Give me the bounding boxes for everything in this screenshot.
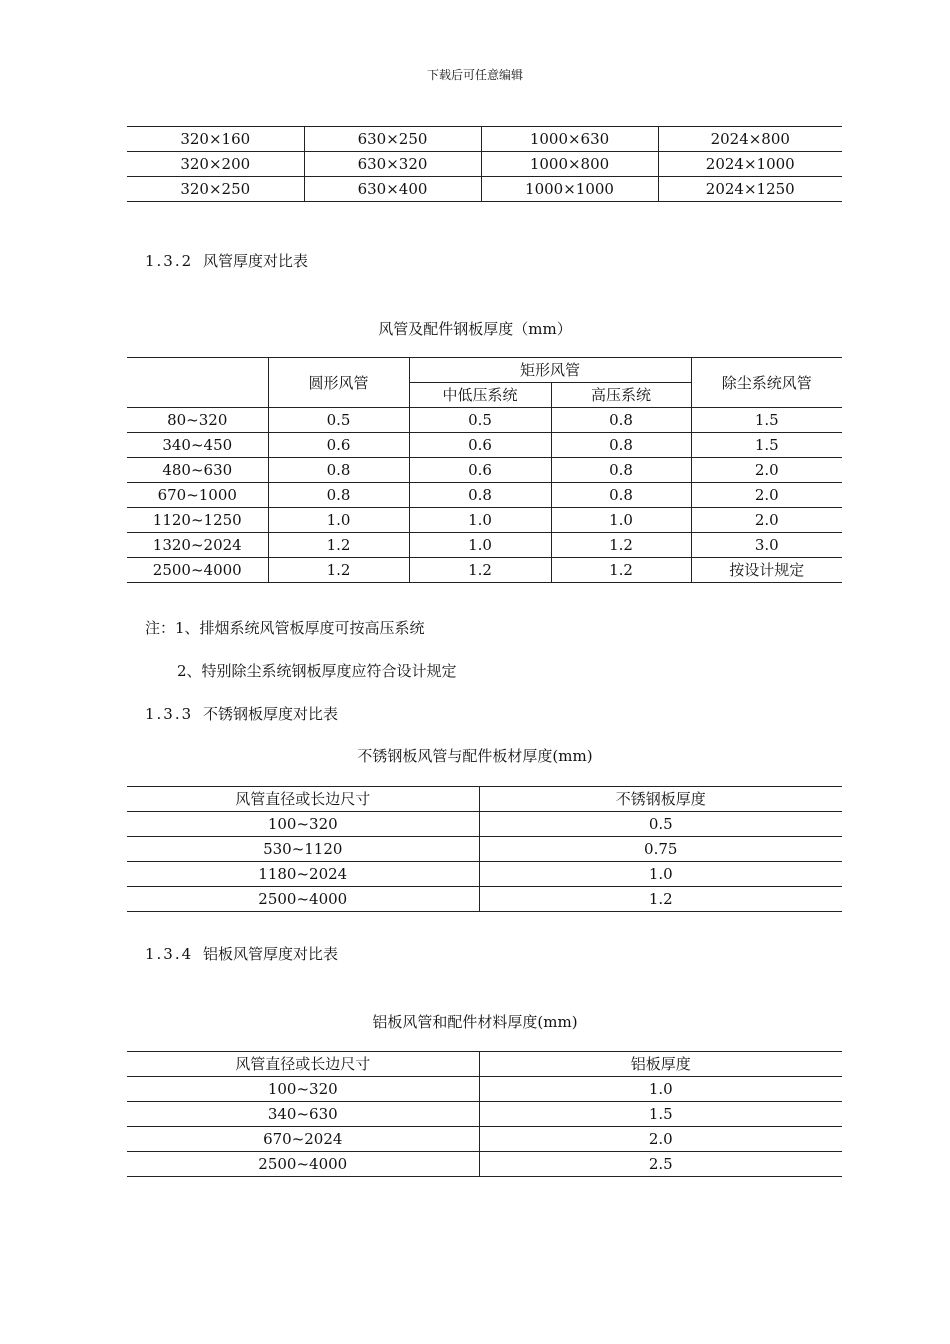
header-cell-rect: 矩形风管 [409,358,691,383]
page-header-note: 下载后可任意编辑 [426,68,523,82]
header-cell-rect-low: 中低压系统 [409,383,551,408]
stainless-thickness-table [127,786,842,912]
table-cell: 0.8 [409,483,551,508]
table-cell: 1.0 [268,508,409,533]
table-cell: 1.5 [691,408,842,433]
table-header-row [127,358,842,383]
table-row [127,1127,842,1152]
table-header-row [127,787,842,812]
table-cell: 1120~1250 [127,508,268,533]
table-cell: 2.5 [479,1152,842,1177]
table-cell: 1.0 [479,862,842,887]
table-cell: 340~450 [127,433,268,458]
table-cell: 1.0 [551,508,691,533]
stainless-table-caption: 不锈钢板风管与配件板材厚度(mm) [357,747,593,765]
table-cell: 0.8 [268,483,409,508]
table-cell: 480~630 [127,458,268,483]
section-number: 1.3.2 [145,252,194,270]
table-cell: 670~2024 [127,1127,479,1152]
table-header-row [127,1052,842,1077]
table-cell: 530~1120 [127,837,479,862]
table-row [127,408,842,433]
table-cell: 100~320 [127,1077,479,1102]
table-cell: 0.5 [479,812,842,837]
table-cell: 2024×800 [658,127,842,152]
table-cell: 1.2 [268,533,409,558]
table-cell: 1.2 [551,533,691,558]
steel-thickness-table [127,357,842,583]
table-cell: 630×320 [304,152,481,177]
table-row [127,837,842,862]
header-cell-size [127,358,268,408]
table-cell: 1.2 [479,887,842,912]
table-row [127,1102,842,1127]
section-number: 1.3.4 [145,945,194,963]
section-heading-1-3-4 [145,943,338,964]
table-cell: 0.6 [409,433,551,458]
table-row [127,812,842,837]
table-row [127,887,842,912]
table-row [127,177,842,202]
table-row [127,152,842,177]
table-cell: 1.2 [409,558,551,583]
header-cell: 铝板厚度 [479,1052,842,1077]
table-row [127,533,842,558]
table-cell: 0.6 [268,433,409,458]
table-cell: 670~1000 [127,483,268,508]
aluminum-thickness-table [127,1051,842,1177]
table-cell: 1.0 [479,1077,842,1102]
table-cell: 1.5 [479,1102,842,1127]
table-row [127,1077,842,1102]
table-cell: 0.8 [551,433,691,458]
table-cell: 630×250 [304,127,481,152]
section-title: 铝板风管厚度对比表 [203,945,339,963]
table-cell: 0.5 [409,408,551,433]
table-cell: 2.0 [691,508,842,533]
section-title: 不锈钢板厚度对比表 [203,705,339,723]
note-1: 注：1、排烟系统风管板厚度可按高压系统 [145,619,425,637]
table-row [127,433,842,458]
table-cell: 2500~4000 [127,558,268,583]
table-cell: 100~320 [127,812,479,837]
table-cell: 2500~4000 [127,1152,479,1177]
header-cell-rect-high: 高压系统 [551,383,691,408]
steel-table-caption: 风管及配件钢板厚度（mm） [378,320,572,338]
table-cell: 1.2 [551,558,691,583]
header-cell: 不锈钢板厚度 [479,787,842,812]
section-number: 1.3.3 [145,705,194,723]
table-cell: 2500~4000 [127,887,479,912]
table-cell: 340~630 [127,1102,479,1127]
table-row [127,558,842,583]
table-cell: 2.0 [479,1127,842,1152]
table-cell: 2024×1250 [658,177,842,202]
duct-size-table [127,126,842,202]
table-row [127,483,842,508]
table-cell: 0.8 [551,408,691,433]
table-cell: 1000×630 [481,127,658,152]
table-cell: 320×250 [127,177,304,202]
table-cell: 1.5 [691,433,842,458]
table-cell: 2024×1000 [658,152,842,177]
table-cell: 320×160 [127,127,304,152]
note-2: 2、特别除尘系统钢板厚度应符合设计规定 [177,662,457,680]
table-cell: 2.0 [691,483,842,508]
section-heading-1-3-3 [145,703,338,724]
header-cell: 风管直径或长边尺寸 [127,1052,479,1077]
table-cell: 0.6 [409,458,551,483]
table-cell: 0.8 [551,483,691,508]
table-row [127,862,842,887]
header-cell-dust: 除尘系统风管 [691,358,842,408]
table-cell: 1.2 [268,558,409,583]
table-cell: 1320~2024 [127,533,268,558]
table-cell: 0.5 [268,408,409,433]
table-cell: 0.8 [551,458,691,483]
table-cell: 630×400 [304,177,481,202]
table-cell: 1.0 [409,533,551,558]
table-row [127,1152,842,1177]
table-cell: 3.0 [691,533,842,558]
header-cell: 风管直径或长边尺寸 [127,787,479,812]
table-cell: 320×200 [127,152,304,177]
table-cell: 1000×1000 [481,177,658,202]
table-cell: 0.75 [479,837,842,862]
aluminum-table-caption: 铝板风管和配件材料厚度(mm) [372,1013,578,1031]
table-row [127,508,842,533]
table-cell: 1.0 [409,508,551,533]
table-row [127,458,842,483]
table-cell: 2.0 [691,458,842,483]
table-cell: 1180~2024 [127,862,479,887]
table-cell: 80~320 [127,408,268,433]
table-cell: 按设计规定 [691,558,842,583]
section-title: 风管厚度对比表 [203,252,309,270]
table-row [127,127,842,152]
section-heading-1-3-2 [145,250,308,271]
table-cell: 1000×800 [481,152,658,177]
table-cell: 0.8 [268,458,409,483]
header-cell-round: 圆形风管 [268,358,409,408]
